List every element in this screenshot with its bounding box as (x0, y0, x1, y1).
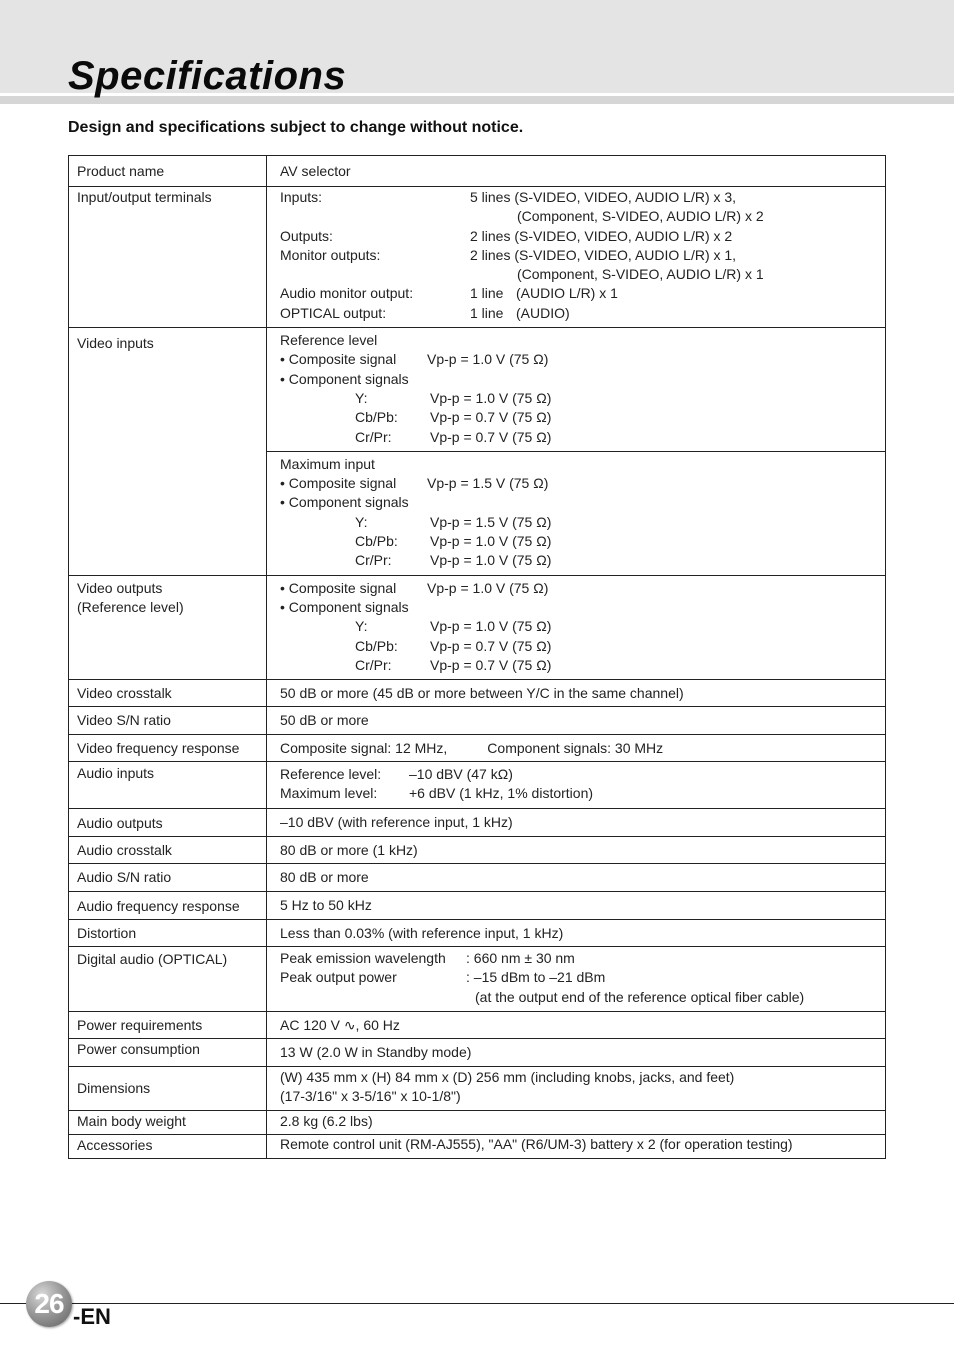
row-label: Video inputs (69, 328, 267, 576)
row-value: Inputs: 5 lines (S-VIDEO, VIDEO, AUDIO L/R) x 3, (Component, S-VIDEO, AUDIO L/R) x 2 Outputs: 2 lines (S-VIDEO, VIDEO, AUDIO L/R) x 2 Monitor outputs: 2 lines (S-VIDEO, VIDEO, AUDIO L/R) x 1, (Component, S-VIDEO, AUDIO L/R) x 1 Audio monitor output: 1 line (AUDIO L/R) x 1 OPTICAL output: 1 line (AUDIO) (267, 187, 886, 328)
table-row-io-terminals (69, 187, 886, 328)
page-language-suffix: -EN (73, 1304, 111, 1329)
table-row-audio-outputs (69, 808, 886, 836)
row-value: AV selector (267, 156, 886, 187)
row-value: 50 dB or more (267, 707, 886, 734)
table-row-digital-audio (69, 947, 886, 1012)
row-value: 2.8 kg (6.2 lbs) (267, 1110, 886, 1134)
row-value: Reference level: –10 dBV (47 kΩ) Maximum level: +6 dBV (1 kHz, 1% distortion) (267, 762, 886, 809)
row-label: Accessories (69, 1134, 267, 1158)
row-label: Distortion (69, 919, 267, 946)
row-label: Digital audio (OPTICAL) (69, 947, 267, 1012)
table-row-video-crosstalk (69, 680, 886, 707)
table-row-product-name (69, 156, 886, 187)
row-label: Video frequency response (69, 734, 267, 761)
row-value: 13 W (2.0 W in Standby mode) (267, 1039, 886, 1066)
table-row-accessories (69, 1134, 886, 1158)
table-row-audio-inputs (69, 762, 886, 809)
specifications-table (68, 155, 886, 1159)
row-value: Composite signal: 12 MHz, Component signals: 30 MHz (267, 734, 886, 761)
row-value: (W) 435 mm x (H) 84 mm x (D) 256 mm (including knobs, jacks, and feet) (17-3/16" x 3-5/16" x 10-1/8") (267, 1066, 886, 1110)
row-value: 80 dB or more (267, 864, 886, 891)
row-label: Audio frequency response (69, 891, 267, 919)
row-value: Remote control unit (RM-AJ555), "AA" (R6/UM-3) battery x 2 (for operation testing) (267, 1134, 886, 1158)
page-number: 26 (34, 1288, 64, 1319)
spec-notice: Design and specifications subject to change without notice. (68, 119, 524, 136)
row-label: Product name (69, 156, 267, 187)
row-label: Main body weight (69, 1110, 267, 1134)
row-value: Maximum input • Composite signal Vp-p = 1.5 V (75 Ω) • Component signals Y: Vp-p = 1.5 V (75 Ω) Cb/Pb: Vp-p = 1.0 V (75 Ω) Cr/Pr: Vp-p = 1.0 V (75 Ω) (267, 451, 886, 575)
table-row-audio-frequency (69, 891, 886, 919)
row-label: Video crosstalk (69, 680, 267, 707)
row-value: AC 120 V ∿, 60 Hz (267, 1012, 886, 1039)
table-row-power-requirements (69, 1012, 886, 1039)
row-value: Reference level • Composite signal Vp-p = 1.0 V (75 Ω) • Component signals Y: Vp-p = 1.0 V (75 Ω) Cb/Pb: Vp-p = 0.7 V (75 Ω) Cr/Pr: Vp-p = 0.7 V (75 Ω) (267, 328, 886, 452)
row-value: –10 dBV (with reference input, 1 kHz) (267, 808, 886, 836)
footer-rule (0, 1303, 954, 1304)
table-row-weight (69, 1110, 886, 1134)
row-label: Audio outputs (69, 808, 267, 836)
row-value: • Composite signal Vp-p = 1.0 V (75 Ω) • Component signals Y: Vp-p = 1.0 V (75 Ω) Cb/Pb: Vp-p = 0.7 V (75 Ω) Cr/Pr: Vp-p = 0.7 V (75 Ω) (267, 575, 886, 679)
table-row-audio-crosstalk (69, 836, 886, 863)
row-label: Power consumption (69, 1039, 267, 1066)
row-value: Less than 0.03% (with reference input, 1 kHz) (267, 919, 886, 946)
table-row-dimensions (69, 1066, 886, 1110)
page-title: Specifications (68, 54, 347, 98)
row-value: 80 dB or more (1 kHz) (267, 836, 886, 863)
table-row-power-consumption (69, 1039, 886, 1066)
table-row-video-frequency (69, 734, 886, 761)
row-label: Dimensions (69, 1066, 267, 1110)
row-label: Video S/N ratio (69, 707, 267, 734)
row-label: Audio S/N ratio (69, 864, 267, 891)
table-row-video-sn (69, 707, 886, 734)
row-value: 50 dB or more (45 dB or more between Y/C in the same channel) (267, 680, 886, 707)
row-value: Peak emission wavelength : 660 nm ± 30 nm Peak output power : –15 dBm to –21 dBm (at the output end of the reference optical fiber cable) (267, 947, 886, 1012)
row-label: Power requirements (69, 1012, 267, 1039)
row-label: Input/output terminals (69, 187, 267, 328)
row-label: Video outputs (Reference level) (69, 575, 267, 679)
row-value: 5 Hz to 50 kHz (267, 891, 886, 919)
row-label: Audio inputs (69, 762, 267, 809)
table-row-video-outputs (69, 575, 886, 679)
table-row-audio-sn (69, 864, 886, 891)
table-row-distortion (69, 919, 886, 946)
table-row-video-inputs-reference (69, 328, 886, 452)
row-label: Audio crosstalk (69, 836, 267, 863)
